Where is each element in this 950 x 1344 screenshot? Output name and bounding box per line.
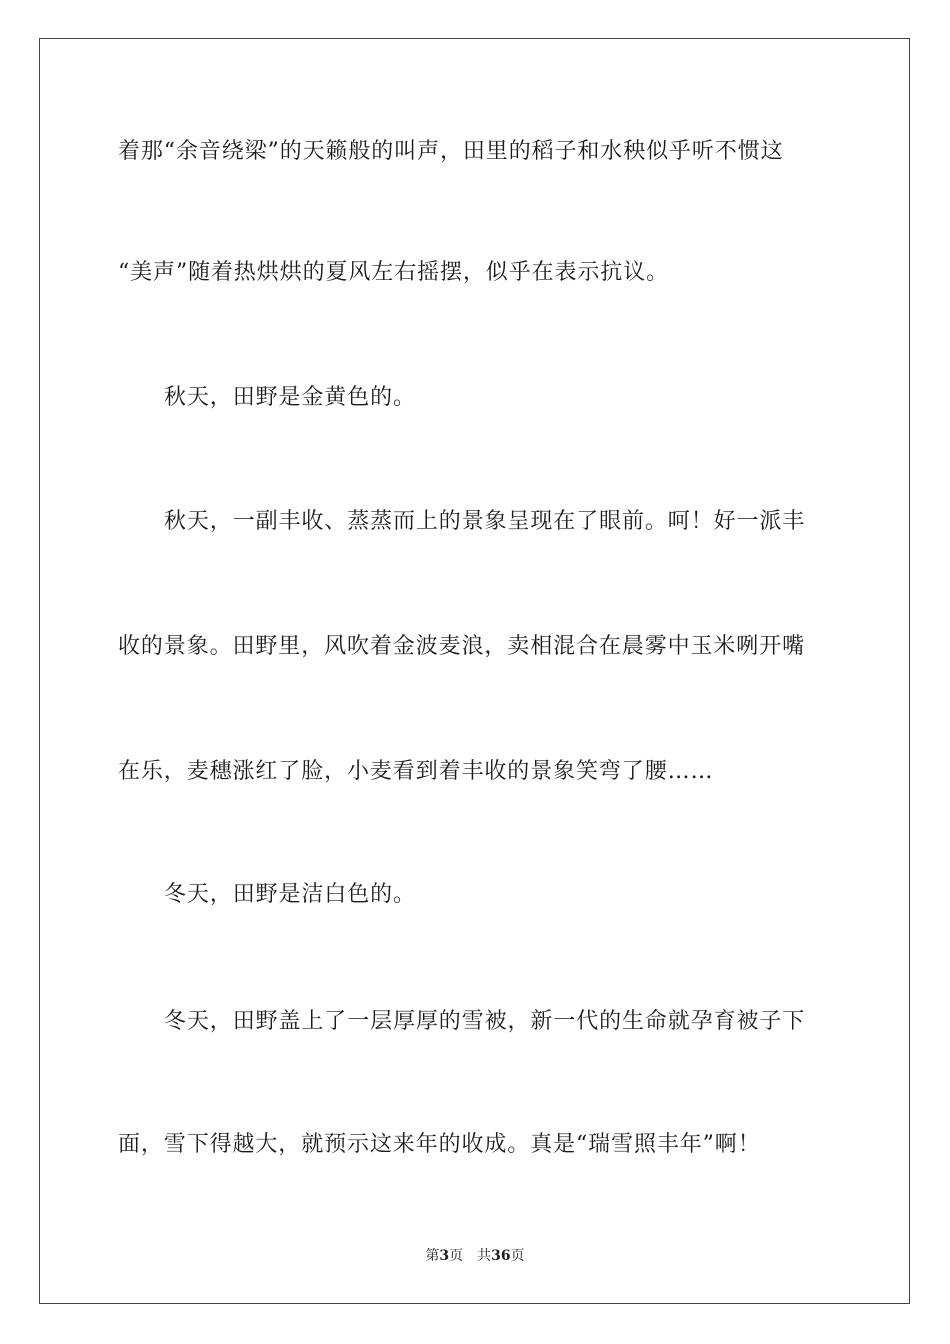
text-line-9: 面，雪下得越大，就预示这来年的收成。真是“瑞雪照丰年”啊！ bbox=[118, 1132, 761, 1157]
text-line-6: 在乐，麦穗涨红了脸，小麦看到着丰收的景象笑弯了腰…… bbox=[118, 759, 714, 784]
page-indicator: 第3页 bbox=[425, 1248, 464, 1264]
page-border bbox=[39, 38, 910, 1304]
page-footer bbox=[0, 1247, 950, 1265]
text-line-8: 冬天，田野盖上了一层厚厚的雪被，新一代的生命就孕育被子下 bbox=[164, 1009, 806, 1034]
paragraph-autumn-heading: 秋天，田野是金黄色的。 bbox=[164, 385, 416, 410]
text-line-2: “美声”随着热烘烘的夏风左右摇摆，似乎在表示抗议。 bbox=[118, 260, 669, 285]
text-line-5: 收的景象。田野里，风吹着金波麦浪，卖相混合在晨雾中玉米咧开嘴 bbox=[118, 634, 806, 659]
total-pages-indicator: 共36页 bbox=[477, 1248, 525, 1264]
text-line-1: 着那“余音绕梁”的天籁般的叫声，田里的稻子和水秧似乎听不惯这 bbox=[118, 139, 784, 164]
paragraph-winter-heading: 冬天，田野是洁白色的。 bbox=[164, 882, 416, 907]
total-page-number: 36 bbox=[491, 1248, 511, 1264]
text-line-4: 秋天，一副丰收、蒸蒸而上的景象呈现在了眼前。呵！好一派丰 bbox=[164, 509, 806, 534]
current-page-number: 3 bbox=[439, 1248, 450, 1264]
